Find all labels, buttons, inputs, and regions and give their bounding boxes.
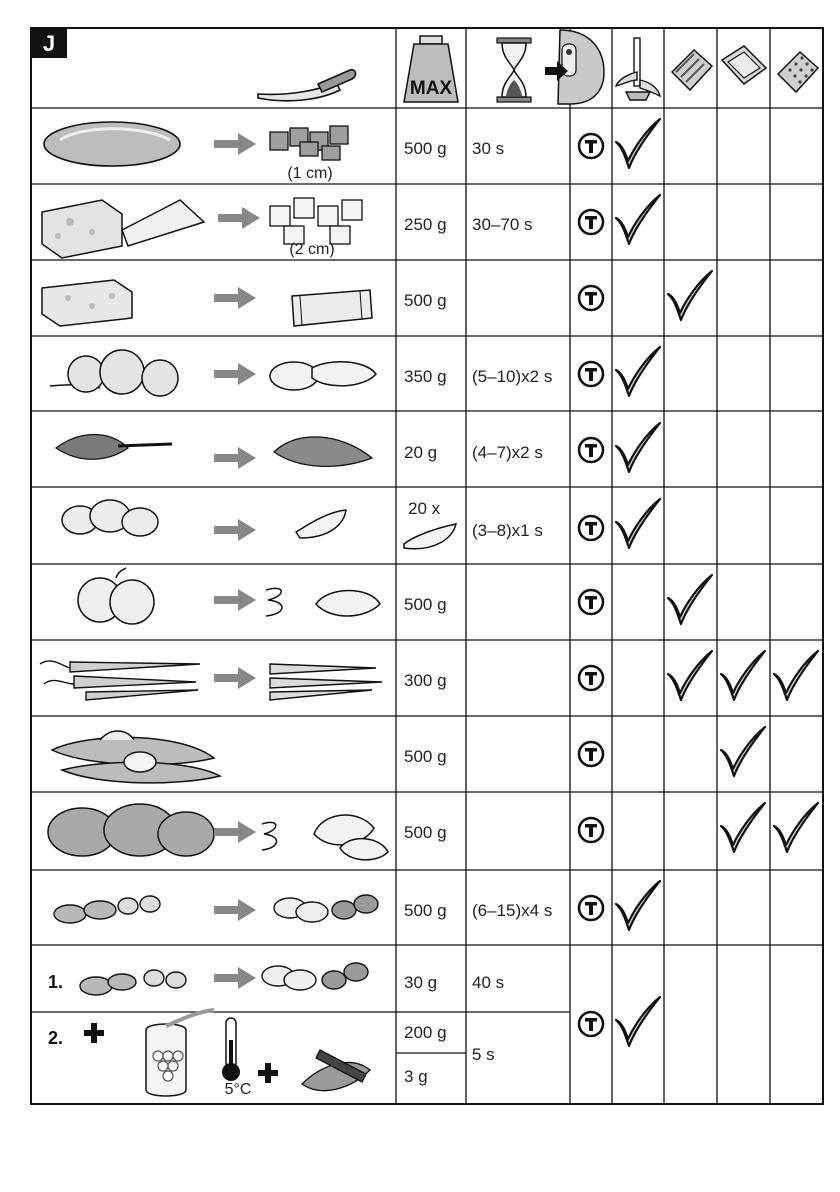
thermometer-icon — [222, 1018, 240, 1081]
check-mark-grating-disc — [774, 803, 818, 852]
weight-value: 300 g — [404, 671, 447, 690]
weight-value: 500 g — [404, 139, 447, 158]
turbo-icon — [579, 438, 603, 462]
time-value: 30–70 s — [472, 215, 533, 234]
slicing-disc-icon — [672, 50, 712, 90]
cut-size-label: (2 cm) — [289, 241, 335, 258]
check-mark-blade — [616, 499, 660, 548]
turbo-icon — [579, 134, 603, 158]
plus-icon — [84, 1023, 104, 1043]
time-value: (3–8)x1 s — [472, 521, 543, 540]
plus-icon — [258, 1063, 278, 1083]
turbo-icon — [579, 818, 603, 842]
check-mark-grating-disc — [774, 651, 818, 700]
check-mark-shredding-disc — [721, 803, 765, 852]
garlic-clove-icon — [404, 524, 456, 549]
check-mark-blade — [616, 881, 660, 930]
weight-value: 500 g — [404, 823, 447, 842]
garlic-icon — [62, 500, 158, 536]
cut-size-label: (1 cm) — [287, 165, 333, 182]
check-mark-slicing-disc — [668, 651, 712, 700]
time-value: 5 s — [472, 1045, 495, 1064]
max-weight-icon — [404, 36, 458, 102]
turbo-icon — [579, 742, 603, 766]
weight-value: 500 g — [404, 901, 447, 920]
section-badge — [31, 28, 67, 58]
temperature-label: 5°C — [224, 1081, 252, 1098]
turbo-icon — [579, 666, 603, 690]
weight-value: 20 x — [408, 499, 441, 518]
check-mark-blade — [616, 195, 660, 244]
cheese-block-icon — [42, 200, 204, 258]
check-mark-blade — [616, 997, 660, 1046]
turbo-icon — [579, 1012, 603, 1036]
weight-value: 3 g — [404, 1067, 428, 1086]
time-value: 30 s — [472, 139, 505, 158]
apple-icon — [78, 568, 154, 624]
section-letter: J — [42, 31, 56, 56]
carrot-slices-icon — [270, 664, 382, 700]
weight-value: 200 g — [404, 1023, 447, 1042]
chopped-herbs-icon — [274, 437, 372, 466]
knife-icon — [258, 70, 356, 101]
cinnamon-icon — [302, 1050, 370, 1091]
onion-slices-icon — [270, 362, 376, 390]
shredding-disc-icon — [722, 46, 766, 84]
max-label: MAX — [409, 78, 453, 99]
time-value: (4–7)x2 s — [472, 443, 543, 462]
weight-value: 250 g — [404, 215, 447, 234]
weight-value: 20 g — [404, 443, 438, 462]
meat-icon — [44, 122, 180, 166]
nuts-icon — [54, 896, 160, 923]
carrot-icon — [40, 661, 200, 700]
apple-peel-and-slices-icon — [266, 588, 380, 616]
step-2-label: 2. — [48, 1028, 64, 1048]
check-mark-blade — [616, 347, 660, 396]
time-value: 40 s — [472, 973, 505, 992]
herbs-icon — [56, 435, 172, 460]
weight-value: 30 g — [404, 973, 438, 992]
s-blade-icon — [616, 38, 660, 100]
potato-slices-icon — [262, 815, 388, 860]
weight-value: 500 g — [404, 291, 447, 310]
cheese-slices-icon — [292, 290, 372, 326]
turbo-column — [579, 134, 603, 1036]
turbo-icon — [579, 896, 603, 920]
weight-column — [404, 139, 447, 1086]
cheese-cubes-icon — [270, 198, 362, 244]
turbo-icon — [579, 362, 603, 386]
onion-icon — [50, 350, 178, 396]
weight-value: 350 g — [404, 367, 447, 386]
turbo-icon — [579, 210, 603, 234]
check-mark-blade — [616, 423, 660, 472]
honey-jar-icon — [146, 1010, 214, 1096]
grating-disc-icon — [778, 52, 818, 92]
check-mark-slicing-disc — [668, 271, 712, 320]
time-column — [472, 139, 552, 1064]
garlic-clove-icon — [296, 510, 346, 538]
ground-nuts-icon — [274, 895, 378, 922]
ground-nuts-icon — [262, 963, 368, 990]
cucumber-icon — [52, 731, 220, 783]
weight-value: 500 g — [404, 595, 447, 614]
meat-cubes-icon — [270, 126, 348, 160]
check-mark-slicing-disc — [668, 575, 712, 624]
cheese-block-icon — [42, 280, 132, 326]
turbo-icon — [579, 516, 603, 540]
weight-value: 500 g — [404, 747, 447, 766]
hourglass-icon — [497, 38, 531, 102]
step-1-label: 1. — [48, 972, 64, 992]
table-grid — [31, 28, 823, 1104]
check-mark-shredding-disc — [721, 727, 765, 776]
turbo-button-icon — [545, 30, 604, 104]
check-mark-blade — [616, 119, 660, 168]
time-value: (6–15)x4 s — [472, 901, 553, 920]
check-mark-shredding-disc — [721, 651, 765, 700]
potato-icon — [48, 804, 214, 856]
nuts-icon — [80, 970, 186, 995]
time-value: (5–10)x2 s — [472, 367, 553, 386]
turbo-icon — [579, 286, 603, 310]
turbo-icon — [579, 590, 603, 614]
